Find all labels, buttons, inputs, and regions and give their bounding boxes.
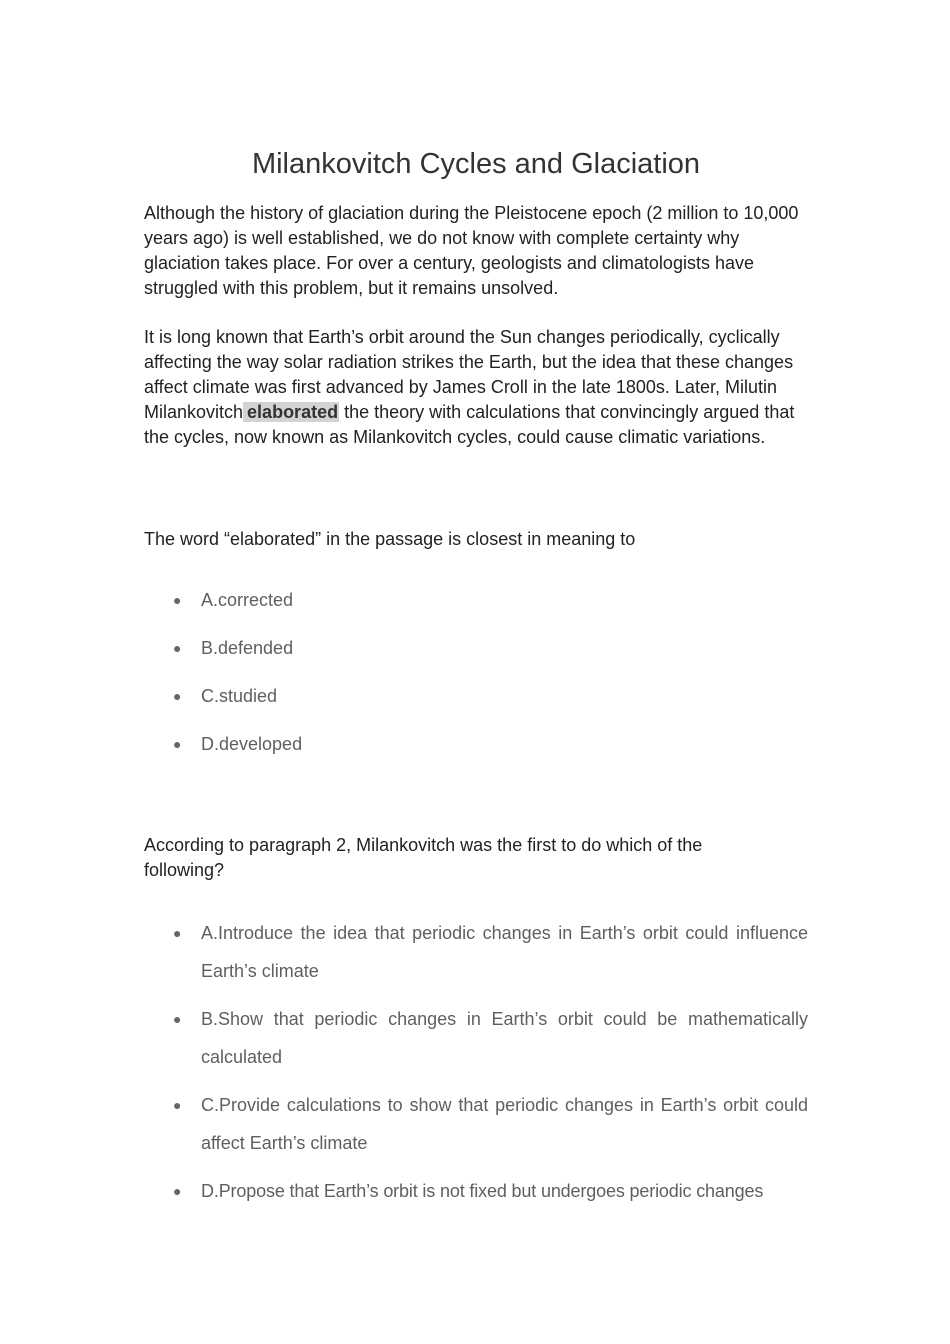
bullet-dot-icon: ● [173, 736, 182, 752]
option-label: C.studied [201, 686, 278, 706]
question-1-prompt: The word “elaborated” in the passage is closest in meaning to [144, 529, 636, 549]
bullet-dot-icon: ● [173, 925, 182, 941]
question-1-options [144, 588, 808, 780]
option-label: B.Show that periodic changes in Earth’s orbit could be mathematically calculated [201, 1009, 808, 1067]
question-2-option-a[interactable] [144, 914, 808, 990]
bullet-dot-icon: ● [173, 592, 182, 608]
question-1-option-a[interactable] [144, 588, 808, 612]
question-2-prompt: According to paragraph 2, Milankovitch was the first to do which of the following? [144, 835, 703, 880]
paragraph-2-text-after: the theory with calculations that convincingly argued that the cycles, now known as Milankovitch cycles, could cause climatic variations. [144, 402, 795, 447]
question-2-option-d[interactable] [144, 1172, 808, 1210]
question-2-option-c[interactable] [144, 1086, 808, 1162]
highlighted-word: elaborated [243, 402, 339, 422]
option-label: A.corrected [201, 590, 294, 610]
question-1-option-d[interactable] [144, 732, 808, 756]
option-label: D.developed [201, 734, 303, 754]
question-2-options [144, 914, 808, 1220]
option-label: A.Introduce the idea that periodic changes in Earth’s orbit could influence Earth’s climate [201, 923, 808, 981]
bullet-dot-icon: ● [173, 1011, 182, 1027]
bullet-dot-icon: ● [173, 1097, 182, 1113]
question-2-option-b[interactable] [144, 1000, 808, 1076]
option-label: B.defended [201, 638, 294, 658]
paragraph-2-text-before: It is long known that Earth’s orbit around the Sun changes periodically, cyclically affecting the way solar radiation strikes the Earth, but the idea that these changes affect climate was first advanced by James Croll in the late 1800s. Later, Milutin Milankovitch [144, 327, 794, 422]
bullet-dot-icon: ● [173, 688, 182, 704]
question-1-option-c[interactable] [144, 684, 808, 708]
page-title: Milankovitch Cycles and Glaciation [251, 148, 701, 180]
passage-paragraph-1: Although the history of glaciation during the Pleistocene epoch (2 million to 10,000 years ago) is well established, we do not know with complete certainty why glaciation takes place. For over a century, geologists and climatologists have struggled with this problem, but it remains unsolved. [144, 203, 799, 298]
question-1-option-b[interactable] [144, 636, 808, 660]
option-label: C.Provide calculations to show that periodic changes in Earth’s orbit could affect Earth’s climate [201, 1095, 808, 1153]
bullet-dot-icon: ● [173, 640, 182, 656]
passage-paragraph-2 [144, 325, 808, 450]
option-label: D.Propose that Earth’s orbit is not fixed but undergoes periodic changes [201, 1181, 764, 1201]
bullet-dot-icon: ● [173, 1183, 182, 1199]
